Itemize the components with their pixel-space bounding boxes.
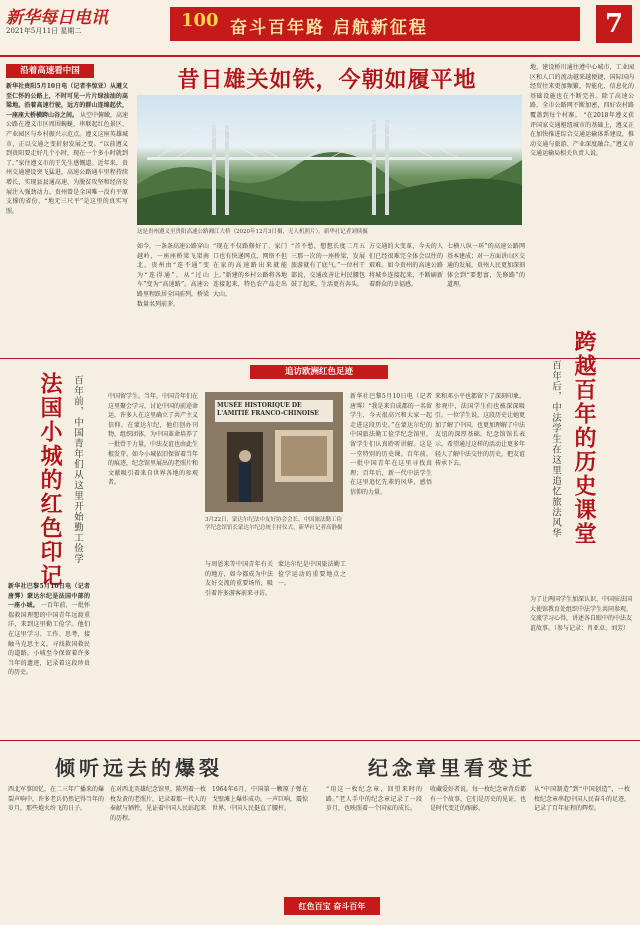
centenary-badge: 100 (181, 10, 219, 31)
section-tag-europe: 追访欧洲红色足迹 (250, 365, 388, 379)
left-feature-subhead: 百年前，中国青年们从这里开始勤工俭学 (72, 375, 83, 564)
bottom-footer-tag: 红色百宝 奋斗百年 (284, 897, 380, 915)
bottom-headline-left: 倾听远去的爆裂 (55, 756, 223, 780)
museum-photo (205, 392, 343, 512)
page-number: 7 (596, 5, 632, 43)
bottom-col5: 收藏爱好者说，每一枚纪念章背后都有一个故事，它们是历史的见证，也是时代变迁的缩影。 (430, 786, 526, 813)
bridge-photo (137, 95, 522, 225)
bottom-col2: 在对西北英雄纪念馆里，陈列着一枚枚发黄的老照片，记录着那一代人的奉献与牺牲，见证着中国人民站起来的历程。 (110, 786, 206, 822)
masthead-slogan: 奋斗百年路 启航新征程 (230, 18, 428, 38)
top-article-col1 (6, 82, 128, 340)
right-feature-headline: 跨越百年的历史课堂 (571, 330, 597, 546)
bottom-col3: 1964年6月，中国第一颗原子弹在戈壁滩上爆炸成功。一声巨响，震惊世界，中国人民挺直了腰杆。 (212, 786, 308, 813)
top-lead: 新华社贵阳5月10日电（记者李惊亚）从遵义至仁怀的公路上，不时可见一片片绿油油的高粱地。沿着高速行驶，远方的群山连绵起伏，一座座大桥横跨山谷之间。 (6, 83, 128, 119)
top-article-col5: 方交通的大变革，今天的人们已经很难完全体会以往的艰难。如今贵州的高速公路将城乡连接起来，不断刷新着群众的幸福感。 (369, 243, 443, 289)
top-col1-body: 从空中俯瞰，高速公路在遵义市区周围蜿蜒，串联起红色景区、产业园区与乡村振兴示范点。遵义这座英雄城市，正以交通之变折射发展之变。“以前遵义到贵阳要走好几个小时，现在一个多小时就到了。”家住遵义市的王先生感慨道。近年来，贵州交通建设突飞猛进，高速公路通车里程持续增长，实现县县通高速，为脱贫攻坚和经济发展注入强劲动力。贵州曾是全国唯一没有平原支撑的省份，“地无三尺平”是这里的真实写照。 (6, 111, 128, 215)
bottom-col4: “用这一枚纪念章，回望来时的路。”老人手中的纪念章记录了一段岁月，也映照着一个国家的成长。 (326, 786, 422, 813)
middle-col3: 与周恩来等中国青年有关的地方，如今都成为中法友好交流的重要场所，吸引着许多游客前来寻访。 (205, 561, 273, 597)
top-article-col6: 七横八纵一环”的高速公路网基本建成；对一方面讲山区交通的发展，贵州人民更加深刻体会到“要想富，先修路”的道理。 (447, 243, 525, 289)
section-divider-1 (0, 358, 640, 359)
top-article-right-col (530, 63, 634, 353)
bottom-col6: 从“中国制造”到“中国创造”，一枚枚纪念章串起中国人民奋斗的足迹，记录了百年征程的辉煌。 (534, 786, 630, 813)
middle-col5: 新华社巴黎5月10日电（记者唐霁）“我是来自成都的一名留学生，今天很高兴和大家一起走进这段历史。”在蒙达尔纪的中国旅法勤工俭学纪念馆里，留学生们认真聆听讲解。这是一堂特别的历史课。百年前，一批中国青年在这里寻找真理；百年后，新一代中法学生在这里追忆先辈的风华，感悟信仰的力量。 (350, 393, 432, 496)
bridge-illustration (137, 95, 522, 225)
top-article-col2: 如今，一条条高速公路穿山越岭，一座座桥梁飞架南北，贵州由“连不通”变为“连得通”，从“过山车”变为“高速路”。高速公路里程跃居全国前列，桥梁数量名列前茅。 (137, 243, 209, 308)
section-divider-2 (0, 740, 640, 741)
bottom-headline-right: 纪念章里看变迁 (368, 756, 536, 780)
middle-col6: 来和邓小平也都留下了深刻印象。参观中，法国学生们也被深深吸引。一位学生说，这段历史让她更加了解了中国，也更加理解了中法友谊的深厚基础。纪念馆馆长表示，希望通过这样的活动让更多年轻人了解中法交往的历史，把友谊传承下去。 (435, 393, 525, 468)
left-feature-dateline: 新华社巴黎5月10日电（记者唐霁）蒙达尔纪是法国中部的一座小城。 (8, 583, 90, 610)
section-tag-highway: 沿着高速看中国 (6, 64, 94, 78)
bridge-photo-caption: 这是贵州遵义至贵阳高速公路湘江大桥（2020年12月3日摄，无人机照片）。新华社记者刘续摄 (137, 229, 368, 235)
top-right-body2: “在2018年遵义获评国家交通枢纽城市的基础上，遵义正在加快推进综合交通运输体系建设，推动交通与旅游、产业深度融合。”遵义市交通运输局相关负责人说。 (530, 111, 634, 158)
middle-col2: 中国留学生。当年，中国青年们在这里聚会学习，讨论中国的前途命运，许多人在这里确立了共产主义信仰。在蒙达尔纪，他们创办刊物，组织团体，为中国革命培养了一批骨干力量，中法友谊也由此生根发芽。如今小城依旧保留着当年的痕迹，纪念馆里展出的老照片和文献吸引着来自世界各地的参观者。 (108, 393, 198, 487)
left-feature-text: 一百年前，一批怀揣救国理想的中国青年远渡重洋，来到这里勤工俭学。他们在这里学习、工作、思考，接触马克思主义，寻找救国救民的道路。小城至今保留着许多当年的遗迹，记录着这段珍贵的历史。 (8, 602, 90, 677)
newspaper-logo: 新华每日电讯 (6, 8, 108, 28)
left-feature-headline: 法国小城的红色印记 (37, 372, 63, 588)
bottom-col1: 西北军事回忆，在二三年广播来的爆裂声响中，许多老兵仍然记得当年的岁月，那些炮火纷飞的日子。 (8, 786, 104, 813)
middle-col7: 为了让两国学生加深认识，中国驻法国大使馆教育处组织中法学生共同参观，交流学习心得，讲述各自眼中的中法友谊故事。（参与记录：肖亚卓、刘芳） (530, 596, 632, 632)
top-article-col3: “现在不仅路修好了，家门口也有快递网点，网络不但在家的高速路出来就能上。”新建的乡村公路将各地连接起来，特色农产品走出大山。 (213, 243, 287, 298)
museum-photo-caption: 3月22日，蒙达尔纪法中友好协会会长、中国旅法勤工俭学纪念馆馆长蒙达尔纪总统主持仪式。新华社记者高静摄 (205, 517, 343, 531)
top-article-col4: “首不愁，想想长度二月五三那一次的一座桥梁，发展旅游就有了底气。”一位村干部说，交通改善让村民腰包鼓了起来，生活更有奔头。 (291, 243, 365, 289)
masthead-rule (0, 55, 640, 57)
left-feature-body (8, 582, 90, 732)
right-feature-subhead: 百年后，中法学生在这里追忆旅法风华 (550, 360, 561, 539)
top-right-body: 地，建设桥川通往遵中心城市，工业园区和人口的流动越来越便捷，国际国内经贸往来更加频繁，智能化、信息化的基础设施也在不断完善。除了高速公路，全市公路网不断加密，四好农村路覆盖到每个村寨。 (530, 64, 634, 119)
issue-date: 2021年5月11日 星期二 (6, 27, 82, 35)
museum-sign: MUSÉE HISTORIQUE DE L'AMITIÉ FRANCO-CHINOISE (217, 402, 319, 417)
top-headline: 昔日雄关如铁，今朝如履平地 (177, 67, 477, 93)
middle-col4: 蒙达尔纪是中国旅法勤工俭学运动的重要地点之一。 (278, 561, 346, 588)
